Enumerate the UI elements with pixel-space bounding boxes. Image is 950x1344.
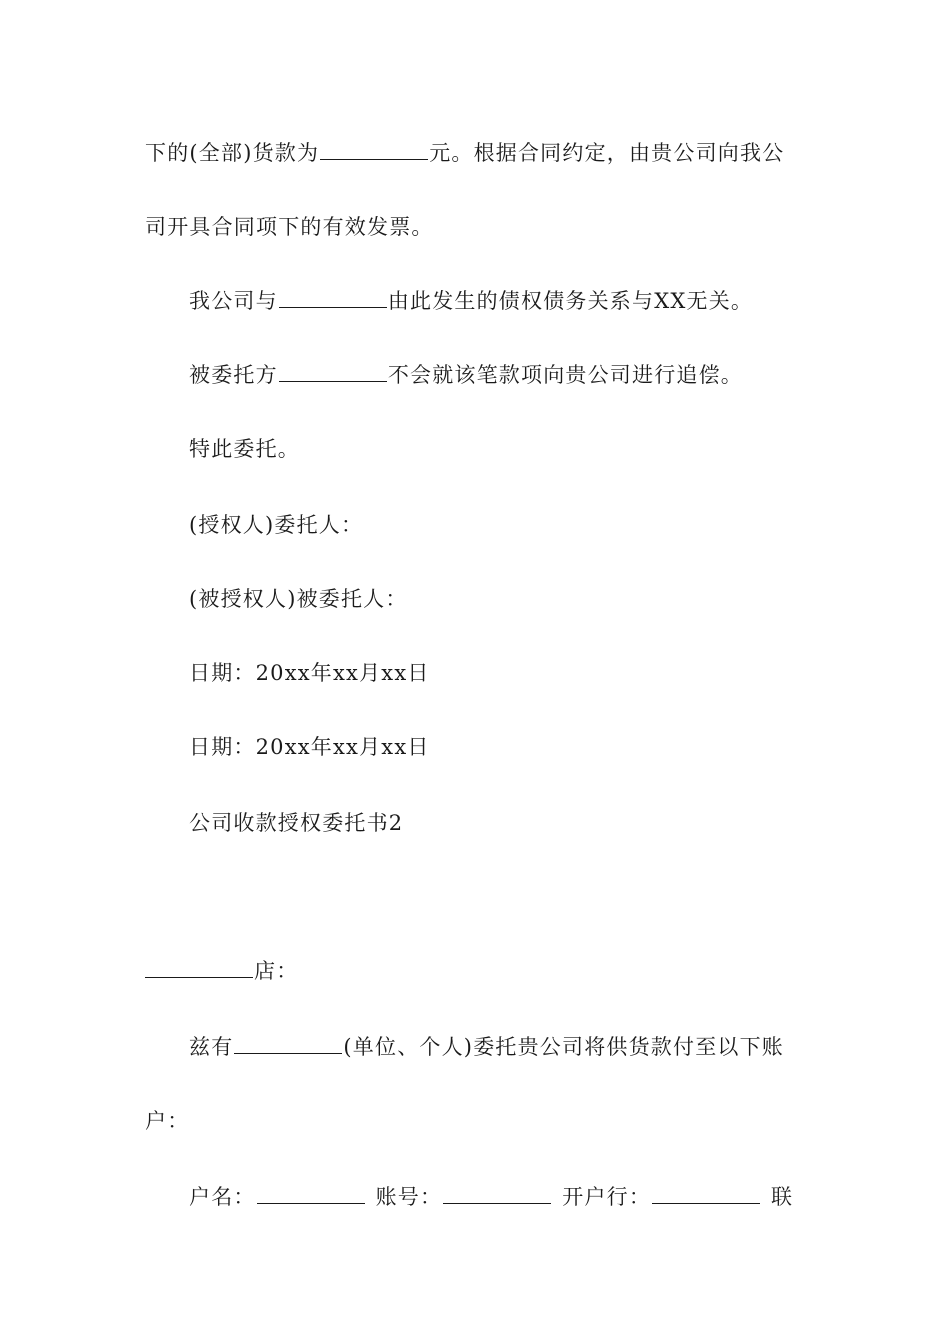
entrust-text-before: 兹有 — [189, 1035, 234, 1059]
salutation-text: 店： — [254, 959, 299, 983]
date-text-1: 日期：20xx年xx月xx日 — [189, 661, 430, 685]
section-title — [189, 808, 403, 838]
date-line-2 — [189, 732, 430, 762]
paragraph-invoice — [145, 212, 434, 242]
account-number-blank — [443, 1184, 551, 1204]
payment-text-before: 下的(全部)货款为 — [145, 141, 320, 165]
debt-text-before: 我公司与 — [189, 289, 278, 313]
agent-label: (被授权人)被委托人： — [189, 587, 408, 611]
principal-line — [189, 510, 363, 540]
invoice-text: 司开具合同项下的有效发票。 — [145, 215, 434, 239]
paragraph-debt-relation — [189, 286, 753, 316]
contact-label: 联 — [771, 1185, 794, 1209]
recourse-text-before: 被委托方 — [189, 363, 278, 387]
hereby-text: 特此委托。 — [189, 437, 300, 461]
entity-blank — [234, 1034, 342, 1054]
amount-blank — [320, 140, 428, 160]
account-name-label: 户名： — [189, 1185, 256, 1209]
paragraph-payment-amount — [145, 138, 784, 168]
paragraph-entrust — [189, 1032, 784, 1062]
trustee-blank — [279, 362, 387, 382]
account-info-line — [189, 1182, 793, 1212]
section-title-text: 公司收款授权委托书2 — [189, 811, 404, 835]
payment-text-after: 元。根据合同约定，由贵公司向我公 — [429, 141, 785, 165]
debt-text-after: 由此发生的债权债务关系与XX无关。 — [387, 289, 754, 313]
account-name-blank — [257, 1184, 365, 1204]
account-cont-text: 户： — [145, 1109, 190, 1133]
bank-blank — [652, 1184, 760, 1204]
paragraph-no-recourse — [189, 360, 743, 390]
account-number-label: 账号： — [375, 1185, 443, 1209]
entrust-text-after: (单位、个人)委托贵公司将供货款付至以下账 — [343, 1035, 784, 1059]
store-blank — [145, 958, 253, 978]
date-line-1 — [189, 658, 430, 688]
party-blank — [279, 288, 387, 308]
paragraph-hereby — [189, 434, 300, 464]
date-text-2: 日期：20xx年xx月xx日 — [189, 735, 430, 759]
paragraph-account-cont — [145, 1106, 189, 1136]
salutation-line — [145, 956, 298, 986]
bank-label: 开户行： — [562, 1185, 652, 1209]
recourse-text-after: 不会就该笔款项向贵公司进行追偿。 — [387, 363, 744, 387]
agent-line — [189, 584, 408, 614]
principal-label: (授权人)委托人： — [189, 513, 364, 537]
